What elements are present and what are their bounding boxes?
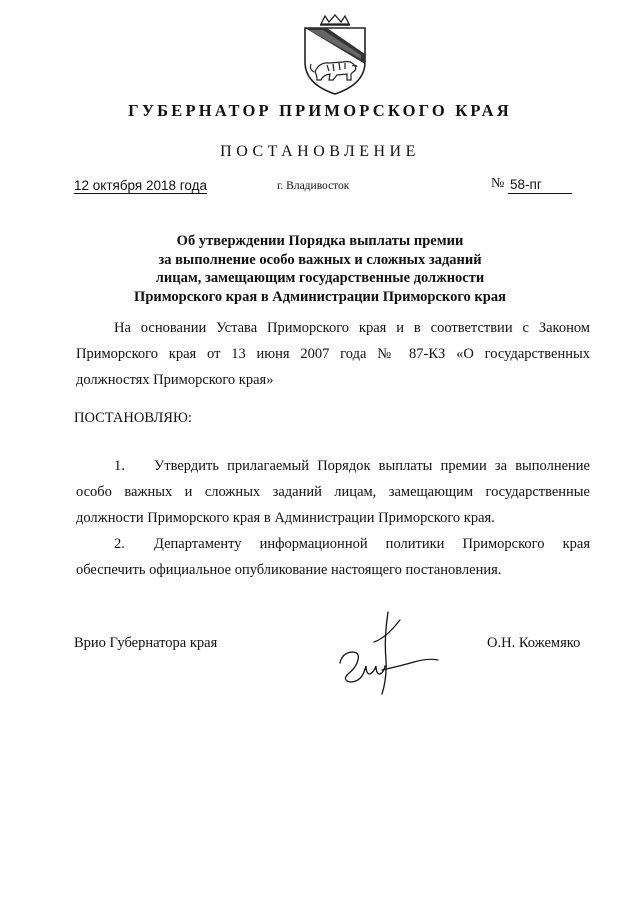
subject-line: за выполнение особо важных и сложных заданий [158, 251, 482, 268]
document-number: 58-пг [508, 176, 572, 194]
decree-item-2 [76, 531, 590, 583]
signatory-name: О.Н. Кожемяко [487, 635, 581, 651]
paragraph-line: должностях Приморского края» [76, 372, 274, 388]
paragraph-line: особо важных и сложных заданий лицам, замещающим государственные [76, 484, 590, 500]
decree-word: ПОСТАНОВЛЯЮ: [74, 410, 192, 426]
paragraph-line: Приморского края от 13 июня 2007 года № 87-КЗ «О государственных [76, 346, 590, 362]
decree-item-1 [76, 453, 590, 531]
basis-paragraph [76, 315, 590, 393]
subject-line: лицам, замещающим государственные должности [155, 270, 485, 287]
paragraph-line: обеспечить официальное опубликование настоящего постановления. [76, 562, 502, 578]
document-subject [0, 232, 640, 306]
authority-title: ГУБЕРНАТОР ПРИМОРСКОГО КРАЯ [128, 101, 512, 120]
item-number: 2. [114, 536, 125, 552]
document-type: ПОСТАНОВЛЕНИЕ [220, 143, 420, 160]
subject-line: Приморского края в Администрации Приморского края [134, 288, 506, 305]
subject-line: Об утверждении Порядка выплаты премии [176, 233, 464, 249]
document-city: г. Владивосток [277, 180, 350, 192]
coat-of-arms-icon [299, 14, 371, 96]
signatory-position: Врио Губернатора края [74, 635, 218, 651]
handwritten-signature [330, 608, 445, 698]
paragraph-line: Департаменту информационной политики Приморского края [154, 536, 590, 552]
paragraph-line: На основании Устава Приморского края и в соответствии с Законом [114, 320, 590, 336]
number-sign: № [491, 176, 505, 191]
paragraph-line: Утвердить прилагаемый Порядок выплаты премии за выполнение [154, 458, 590, 474]
item-number: 1. [114, 458, 125, 474]
document-date: 12 октября 2018 года [74, 178, 207, 193]
paragraph-line: должности Приморского края в Администрации Приморского края. [76, 510, 495, 526]
